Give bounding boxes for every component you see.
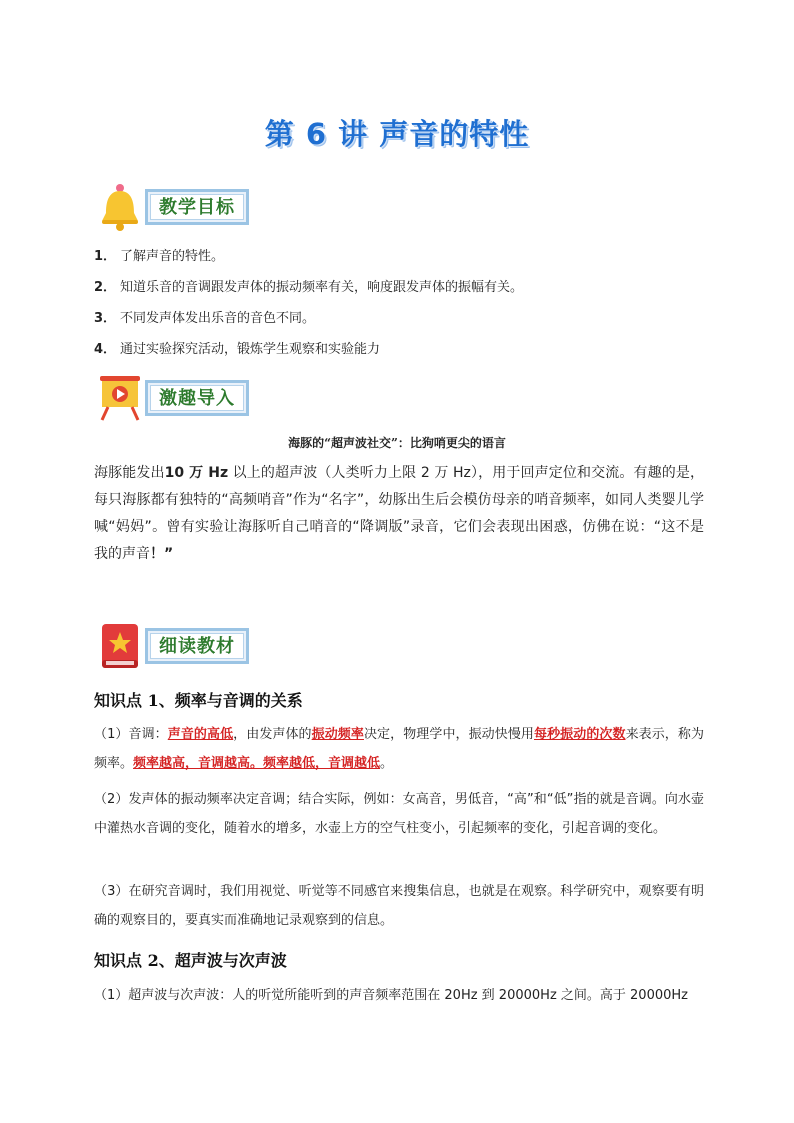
bell-icon (98, 183, 142, 231)
kp1-paragraph-1 (94, 720, 704, 778)
section-header-intro (98, 374, 258, 422)
text-run: 。 (380, 756, 394, 771)
section-label: 细读教材 (150, 633, 244, 659)
goal-item-3 (94, 310, 315, 328)
highlight-run: 声音的高低 (167, 727, 234, 742)
goal-text: 通过实验探究活动，锻炼学生观察和实验能力 (120, 342, 381, 357)
kp1-paragraph-3: （3）在研究音调时，我们用视觉、听觉等不同感官来搜集信息，也就是在观察。科学研究中，观察要有明确的观察目的，要真实而准确地记录观察到的信息。 (94, 884, 704, 928)
kp1-paragraph-2: （2）发声体的振动频率决定音调；结合实际，例如：女高音，男低音，“高”和“低”指的就是音调。向水壶中灌热水音调的变化，随着水的增多，水壶上方的空气柱变小，引起频率的变化，引起音调的变化。 (94, 792, 704, 836)
text-run: 决定，物理学中，振动快慢用 (363, 727, 534, 742)
section-label-box (145, 628, 249, 664)
goal-item-4 (94, 341, 380, 359)
section-label-box (145, 189, 249, 225)
section-label: 教学目标 (150, 194, 244, 220)
goal-number: 2． (94, 280, 117, 295)
goal-text: 了解声音的特性。 (120, 249, 225, 264)
goal-number: 1． (94, 249, 117, 264)
goal-text: 知道乐音的音调跟发声体的振动频率有关，响度跟发声体的振幅有关。 (120, 280, 524, 295)
page-title: 第 6 讲 声音的特性 (264, 117, 530, 151)
intro-paragraph (94, 460, 704, 568)
highlight-run: 每秒振动的次数 (534, 727, 626, 742)
goal-number: 3． (94, 311, 117, 326)
star-book-icon (98, 622, 142, 670)
bold-run: 10 万 Hz (164, 465, 229, 481)
highlight-run: 频率越高，音调越高。频率越低，音调越低 (133, 756, 381, 771)
goal-number: 4． (94, 342, 117, 357)
knowledge-point-2-title: 知识点 2、超声波与次声波 (94, 951, 287, 970)
highlight-run: 振动频率 (311, 727, 364, 742)
bold-run: ！” (150, 546, 174, 562)
kp2-paragraph-1: （1）超声波与次声波：人的听觉所能听到的声音频率范围在 20Hz 到 20000Hz 之间。高于 20000Hz (94, 988, 688, 1003)
goal-item-1 (94, 248, 224, 266)
text-run: 来表示，称为频率。 (94, 727, 704, 771)
goal-item-2 (94, 279, 523, 297)
presentation-board-icon (98, 374, 142, 422)
section-header-read (98, 622, 258, 670)
text-run: 海豚能发出 (94, 465, 165, 481)
section-label: 激趣导入 (150, 385, 244, 411)
section-label-box (145, 380, 249, 416)
text-run: ，由发声体的 (233, 727, 312, 742)
knowledge-point-1-title: 知识点 1、频率与音调的关系 (94, 691, 303, 710)
section-header-goals (98, 183, 258, 231)
text-run: （1）音调： (94, 727, 168, 742)
intro-subtitle: 海豚的“超声波社交”：比狗哨更尖的语言 (288, 436, 506, 450)
goal-text: 不同发声体发出乐音的音色不同。 (120, 311, 316, 326)
text-run: 以上的超声波（人类听力上限 2 万 Hz），用于回声定位和交流。有趣的是，每只海豚都有独特的“高频哨音”作为“名字”，幼豚出生后会模仿母亲的哨音频率，如同人类婴儿学喊“妈妈”。曾有实验让海豚听自己哨音的“降调版”录音，它们会表现出困惑，仿佛在说：“这不是我的声音 (94, 465, 704, 562)
